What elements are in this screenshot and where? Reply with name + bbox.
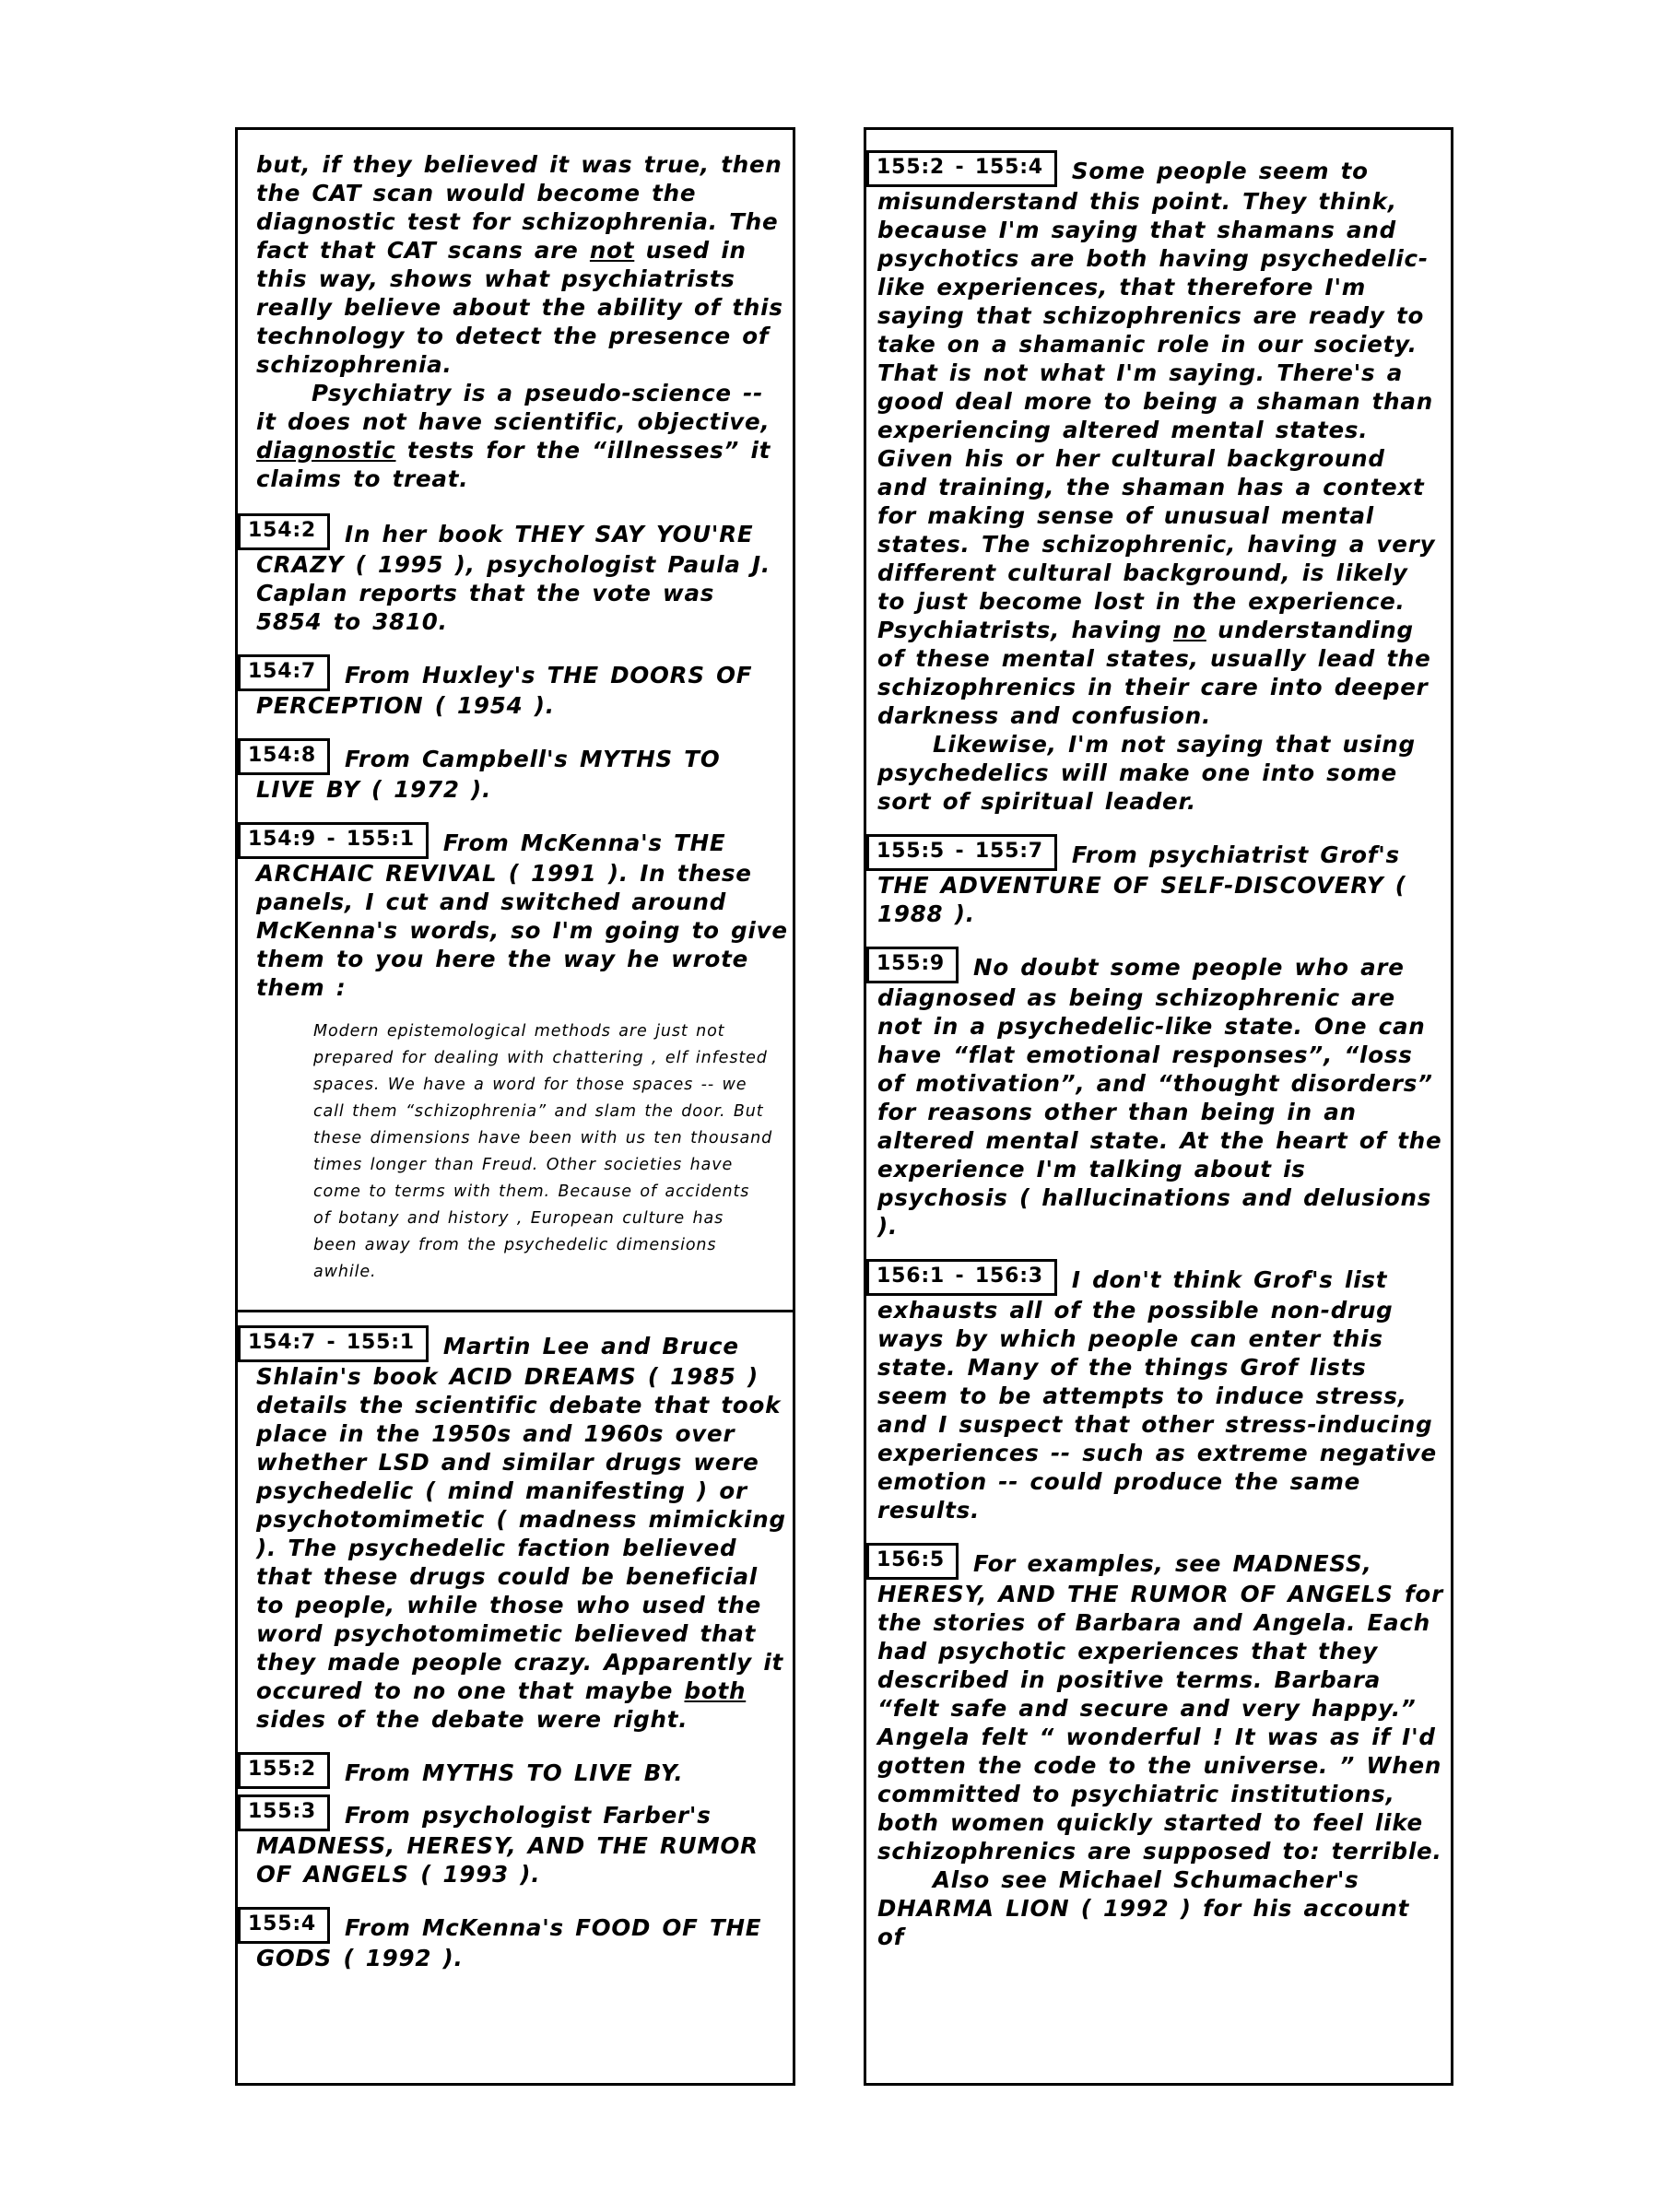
underlined-no: no bbox=[1172, 617, 1206, 643]
ref-label: 155:2 - 155:4 bbox=[866, 150, 1057, 187]
ref-label: 156:1 - 156:3 bbox=[866, 1259, 1057, 1296]
note-156-1-156-3: 156:1 - 156:3 I don't think Grof's list exhausts all of the possible non-drug ways by which people can enter this state. Many of the things Grof lists seem to be attempts to induce stress, and I suspect that other stress-inducing experiences -- such as extreme negative emotion -- could produce the same results. bbox=[877, 1259, 1445, 1524]
ref-label: 154:2 bbox=[238, 513, 330, 550]
ref-label: 156:5 bbox=[866, 1543, 959, 1580]
ref-label: 154:7 bbox=[238, 654, 330, 691]
intro-paragraph: but, if they believed it was true, then the CAT scan would become the diagnostic test for schizophrenia. The fact that CAT scans are not used in this way, shows what psychiatrists really believe about the ability of this technology to detect the presence of schizophrenia. bbox=[256, 151, 783, 378]
note-154-2: 154:2 In her book THEY SAY YOU'RE CRAZY ( 1995 ), psychologist Paula J. Caplan reports that the vote was 5854 to 3810. bbox=[256, 513, 789, 636]
note-155-4: 155:4 From McKenna's FOOD OF THE GODS ( 1992 ). bbox=[256, 1907, 789, 1972]
ref-label: 154:9 - 155:1 bbox=[238, 822, 429, 859]
ref-label: 155:4 bbox=[238, 1907, 330, 1944]
ref-label: 155:5 - 155:7 bbox=[866, 834, 1057, 871]
ref-label: 155:9 bbox=[866, 947, 959, 983]
right-notes-column bbox=[864, 127, 1453, 2086]
note-155-2-155-4: 155:2 - 155:4 Some people seem to misunderstand this point. They think, because I'm saying that shamans and psychotics are both having psychedelic-like experiences, that therefore I'm saying that schizophrenics are ready to take on a shamanic role in our society. That is not what I'm saying. There's a good deal more to being a shaman than experiencing altered mental states. Given his or her cultural background and training, the shaman has a context for making sense of unusual mental states. The schizophrenic, having a very different cultural background, is likely to just become lost in the experience. Psychiatrists, having no understanding of these mental states, usually lead the schizophrenics in their care into deeper darkness and confusion. Likewise, I'm not saying that using psychedelics will make one into some sort of spiritual leader. bbox=[877, 150, 1445, 816]
ref-label: 154:8 bbox=[238, 738, 330, 775]
note-154-7-155-1: 154:7 - 155:1 Martin Lee and Bruce Shlain's book ACID DREAMS ( 1985 ) details the scientific debate that took place in the 1950s and 1960s over whether LSD and similar drugs were psychedelic ( mind manifesting ) or psychotomimetic ( madness mimicking ). The psychedelic faction believed that these drugs could be beneficial to people, while those who used the word psychotomimetic believed that they made people crazy. Apparently it occured to no one that maybe both sides of the debate were right. bbox=[256, 1325, 789, 1734]
note-155-3: 155:3 From psychologist Farber's MADNESS, HERESY, AND THE RUMOR OF ANGELS ( 1993 ). bbox=[256, 1794, 789, 1888]
underlined-both: both bbox=[684, 1677, 747, 1704]
ref-label: 155:2 bbox=[238, 1752, 330, 1789]
quote-divider bbox=[238, 1310, 793, 1312]
note-156-5: 156:5 For examples, see MADNESS, HERESY, AND THE RUMOR OF ANGELS for the stories of Barbara and Angela. Each had psychotic experiences that they described in positive terms. Barbara “felt safe and secure and very happy.” Angela felt “ wonderful ! It was as if I'd gotten the code to the universe. ” When committed to psychiatric institutions, both women quickly started to feel like schizophrenics are supposed to: terrible. Also see Michael Schumacher's DHARMA LION ( 1992 ) for his account of bbox=[877, 1543, 1445, 1951]
note-155-9: 155:9 No doubt some people who are diagnosed as being schizophrenic are not in a psychedelic-like state. One can have “flat emotional responses”, “loss of motivation”, and “thought disorders” for reasons other than being in an altered mental state. At the heart of the experience I'm talking about is psychosis ( hallucinations and delusions ). bbox=[877, 947, 1445, 1241]
note-155-5-155-7: 155:5 - 155:7 From psychiatrist Grof's THE ADVENTURE OF SELF-DISCOVERY ( 1988 ). bbox=[877, 834, 1445, 928]
note-154-7: 154:7 From Huxley's THE DOORS OF PERCEPTION ( 1954 ). bbox=[256, 654, 789, 720]
note-154-8: 154:8 From Campbell's MYTHS TO LIVE BY ( 1972 ). bbox=[256, 738, 789, 804]
ref-label: 155:3 bbox=[238, 1794, 330, 1831]
underlined-not: not bbox=[589, 237, 635, 264]
ref-label: 154:7 - 155:1 bbox=[238, 1325, 429, 1362]
note-154-9-155-1: 154:9 - 155:1 From McKenna's THE ARCHAIC REVIVAL ( 1991 ). In these panels, I cut and switched around McKenna's words, so I'm going to give them to you here the way he wrote them : Modern epistemological methods are just not prepared for dealing with chattering , elf infested spaces. We have a word for those spaces -- we call them “schizophrenia” and slam the door. But these dimensions have been with us ten thousand times longer than Freud. Other societies have come to terms with them. Because of accidents of botany and history , European culture has been away from the psychedelic dimensions awhile. bbox=[256, 822, 789, 1286]
intro-paragraph-2: Psychiatry is a pseudo-science -- it does not have scientific, objective, diagnostic tests for the “illnesses” it claims to treat. bbox=[256, 380, 771, 492]
underlined-diagnostic: diagnostic bbox=[256, 437, 396, 464]
note-155-2: 155:2 From MYTHS TO LIVE BY. bbox=[256, 1752, 789, 1789]
mckenna-quote: Modern epistemological methods are just not prepared for dealing with chattering , elf infested spaces. We have a word for those spaces -- we call them “schizophrenia” and slam the door. But these dimensions have been with us ten thousand times longer than Freud. Other societies have come to terms with them. Because of accidents of botany and history , European culture has been away from the psychedelic dimensions awhile. bbox=[313, 1022, 773, 1281]
left-notes-column bbox=[235, 127, 795, 2086]
